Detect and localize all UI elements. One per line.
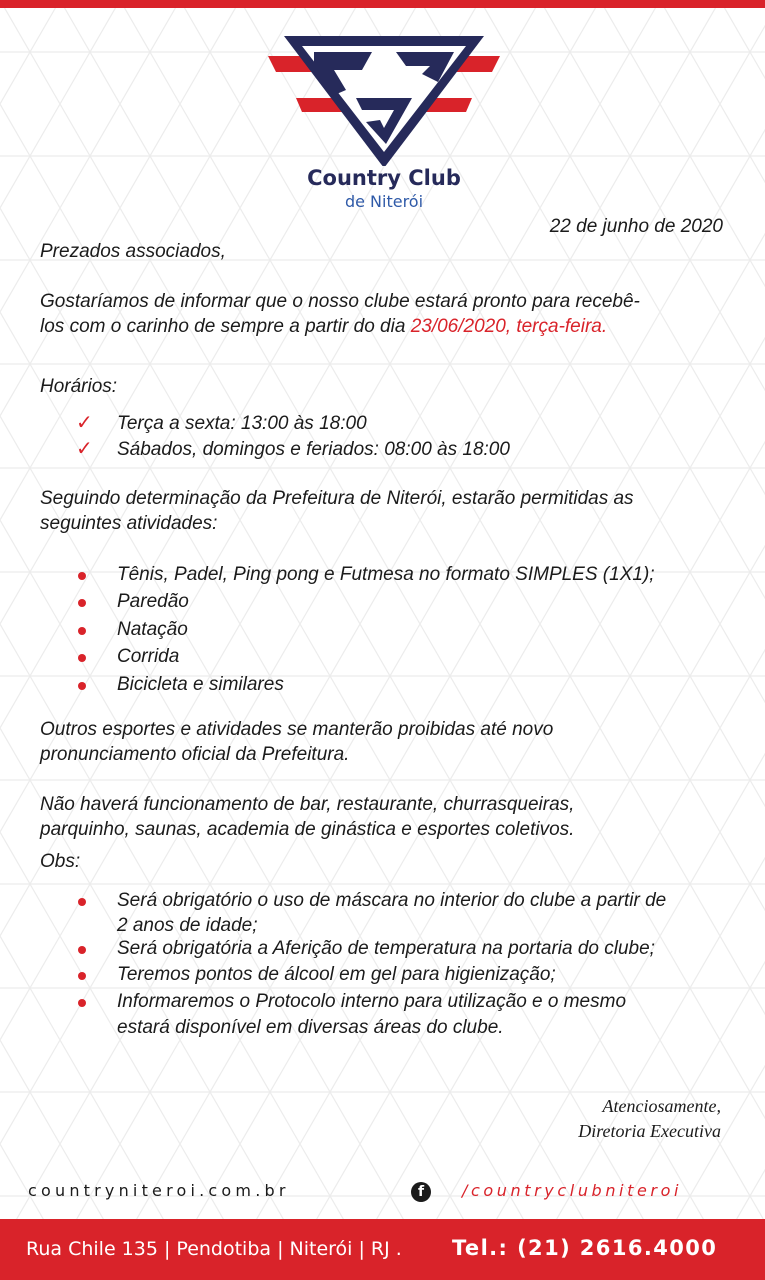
activity-item: Paredão [117, 591, 189, 612]
activity-item: Bicicleta e similares [117, 674, 284, 695]
hours-item: Sábados, domingos e feriados: 08:00 às 18:00 [117, 439, 510, 460]
signatory: Diretoria Executiva [578, 1121, 721, 1141]
top-accent-bar [0, 0, 765, 8]
prohibited-line-2: pronunciamento oficial da Prefeitura. [40, 744, 350, 765]
activity-item: Tênis, Padel, Ping pong e Futmesa no formato SIMPLES (1X1); [117, 564, 655, 585]
hours-heading: Horários: [40, 376, 118, 397]
intro-line-1: Gostaríamos de informar que o nosso clube estará pronto para recebê- [40, 291, 640, 312]
intro-line-2 [40, 313, 607, 340]
website-link[interactable]: countryniteroi.com.br [28, 1181, 290, 1200]
obs-item: Será obrigatória a Aferição de temperatura na portaria do clube; [117, 938, 655, 959]
checkmark-icon: ✓ [76, 412, 93, 434]
bullet-icon [78, 898, 86, 906]
club-address: Rua Chile 135 | Pendotiba | Niterói | RJ . [26, 1238, 402, 1260]
facebook-handle-link[interactable]: /countryclubniteroi [462, 1181, 683, 1200]
club-phone[interactable]: Tel.: (21) 2616.4000 [452, 1236, 718, 1260]
bullet-icon [78, 627, 86, 635]
obs-item-continuation: 2 anos de idade; [117, 915, 258, 936]
obs-item: Informaremos o Protocolo interno para utilização e o mesmo [117, 991, 627, 1012]
bullet-icon [78, 599, 86, 607]
footer-links [0, 1178, 765, 1208]
obs-item: Teremos pontos de álcool em gel para higienização; [117, 964, 556, 985]
logo-title: Country Club [307, 166, 461, 190]
bullet-icon [78, 999, 86, 1007]
club-emblem-icon [262, 26, 506, 166]
reopening-date: 23/06/2020, terça-feira. [410, 316, 608, 337]
activity-item: Corrida [117, 646, 180, 667]
bullet-icon [78, 946, 86, 954]
bullet-icon [78, 972, 86, 980]
greeting: Prezados associados, [40, 241, 226, 262]
bullet-icon [78, 572, 86, 580]
sign-off: Atenciosamente, [602, 1096, 721, 1116]
closed-line-1: Não haverá funcionamento de bar, restaurante, churrasqueiras, [40, 794, 575, 815]
checkmark-icon: ✓ [76, 438, 93, 460]
closed-line-2: parquinho, saunas, academia de ginástica e esportes coletivos. [40, 819, 575, 840]
bullet-icon [78, 654, 86, 662]
letter-date: 22 de junho de 2020 [549, 216, 723, 237]
prohibited-line-1: Outros esportes e atividades se manterão proibidas até novo [40, 719, 554, 740]
club-logo [262, 26, 506, 226]
intro-text: los com o carinho de sempre a partir do dia [40, 316, 411, 337]
obs-item-continuation: estará disponível em diversas áreas do clube. [117, 1017, 504, 1038]
bullet-icon [78, 682, 86, 690]
footer-contact-bar [0, 1219, 765, 1280]
hours-item: Terça a sexta: 13:00 às 18:00 [117, 413, 367, 434]
obs-heading: Obs: [40, 851, 81, 872]
activities-intro-line-1: Seguindo determinação da Prefeitura de Niterói, estarão permitidas as [40, 488, 634, 509]
activity-item: Natação [117, 619, 188, 640]
activities-intro-line-2: seguintes atividades: [40, 513, 218, 534]
logo-subtitle: de Niterói [344, 192, 424, 211]
obs-item: Será obrigatório o uso de máscara no interior do clube a partir de [117, 890, 667, 911]
facebook-icon[interactable]: f [411, 1182, 431, 1202]
